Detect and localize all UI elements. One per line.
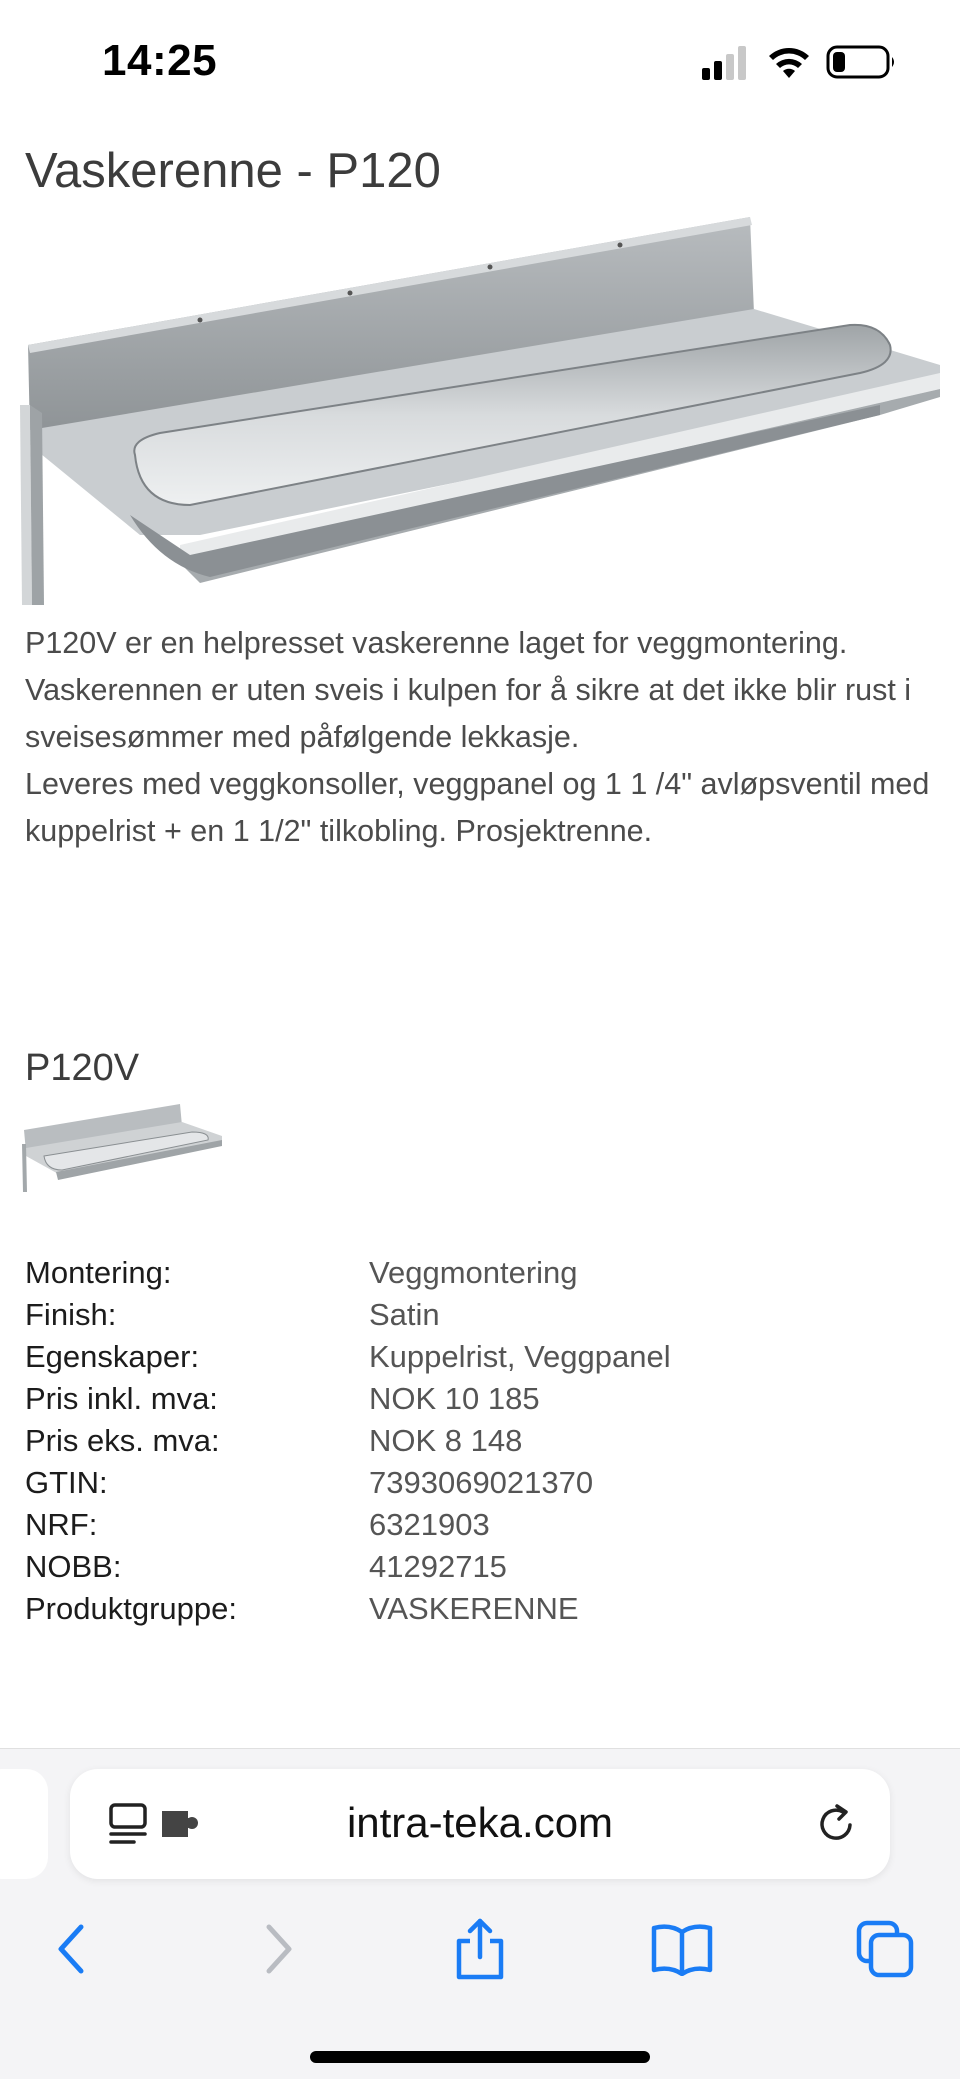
previous-tab-peek[interactable] [0,1769,48,1879]
status-time: 14:25 [102,36,218,85]
share-button[interactable] [435,1904,525,1994]
page-title: Vaskerenne - P120 [25,144,441,198]
signal-icon [700,46,750,80]
share-icon [453,1917,507,1981]
spec-label: GTIN: [25,1465,108,1500]
product-image [20,205,940,615]
spec-value: 7393069021370 [369,1465,594,1500]
forward-button[interactable] [234,1904,324,1994]
url-text[interactable]: intra-teka.com [346,1799,614,1846]
bookmarks-button[interactable] [637,1904,727,1994]
back-button[interactable] [26,1904,116,1994]
spec-row-pris-eks [25,1420,925,1462]
back-icon [51,1921,91,1977]
spec-label: NOBB: [25,1549,122,1584]
tabs-icon [855,1919,915,1979]
spec-row-gtin [25,1462,925,1504]
spec-value: 6321903 [369,1507,490,1542]
status-bar [0,0,960,120]
spec-table [25,1252,925,1630]
spec-row-montering [25,1252,925,1294]
variant-thumbnail[interactable] [22,1100,224,1195]
spec-label: Egenskaper: [25,1339,200,1374]
spec-value: Satin [369,1297,440,1332]
description-paragraph: Leveres med veggkonsoller, veggpanel og 1 1 /4" avløpsventil med kuppelrist + en 1 1/2" tilkobling. Prosjektrenne. [25,767,930,848]
bookmarks-icon [650,1922,714,1976]
spec-label: Pris eks. mva: [25,1423,220,1458]
spec-label: Pris inkl. mva: [25,1381,218,1416]
spec-value: Kuppelrist, Veggpanel [369,1339,671,1374]
spec-row-egenskaper [25,1336,925,1378]
spec-value: VASKERENNE [369,1591,579,1626]
battery-icon [826,44,898,80]
spec-label: Produktgruppe: [25,1591,237,1626]
browser-bottom-bar [0,1748,960,2079]
spec-row-nobb [25,1546,925,1588]
spec-row-finish [25,1294,925,1336]
address-bar[interactable] [70,1769,890,1879]
home-indicator[interactable] [310,2051,650,2063]
spec-label: Finish: [25,1297,117,1332]
reload-icon[interactable] [815,1802,859,1846]
variant-title: P120V [25,1047,140,1089]
product-description [25,620,940,855]
wifi-icon [766,42,812,80]
tabs-button[interactable] [840,1904,930,1994]
spec-label: NRF: [25,1507,98,1542]
spec-row-pris-inkl [25,1378,925,1420]
browser-toolbar [0,1904,960,1994]
spec-row-produktgruppe [25,1588,925,1630]
description-paragraph: P120V er en helpresset vaskerenne laget for veggmontering. Vaskerennen er uten sveis i kulpen for å sikre at det ikke blir rust i sveisesømmer med påfølgende lekkasje. [25,626,912,754]
spec-row-nrf [25,1504,925,1546]
spec-value: 41292715 [369,1549,507,1584]
spec-value: NOK 8 148 [369,1423,523,1458]
forward-icon [259,1921,299,1977]
spec-label: Montering: [25,1255,172,1290]
spec-value: Veggmontering [369,1255,578,1290]
spec-value: NOK 10 185 [369,1381,540,1416]
